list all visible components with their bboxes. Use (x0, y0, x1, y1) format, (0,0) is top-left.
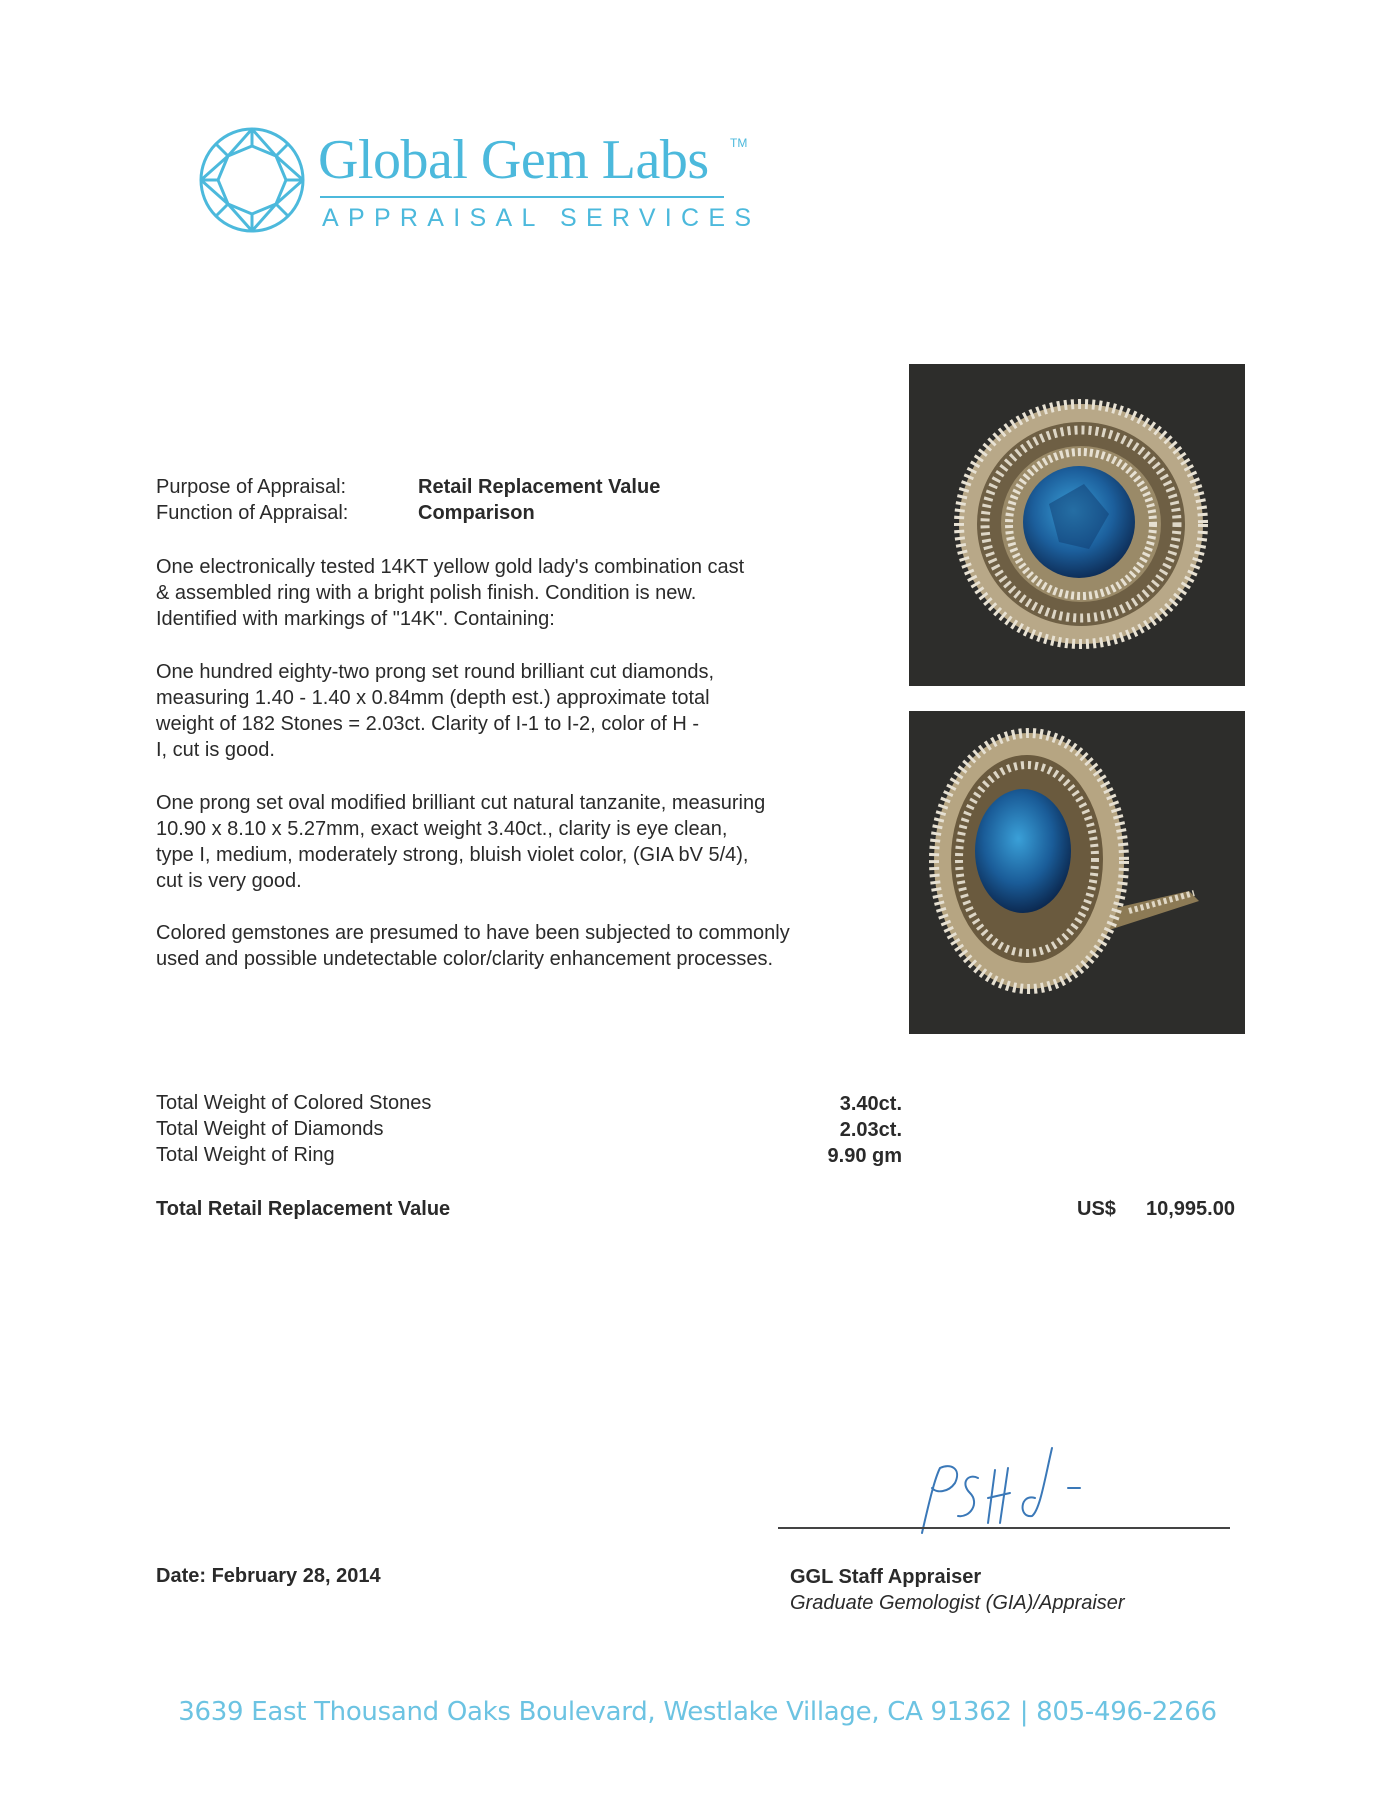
ring-angle-image (909, 711, 1245, 1034)
enhancement-disclaimer (156, 920, 896, 972)
purpose-value: Retail Replacement Value (418, 476, 661, 498)
weight-diamonds-value: 2.03ct. (839, 1119, 902, 1141)
text-line: One hundred eighty-two prong set round brilliant cut diamonds, (156, 661, 715, 683)
tanzanite-description (156, 790, 896, 894)
appraiser-title: GGL Staff Appraiser (790, 1566, 982, 1588)
ring-top-image (909, 364, 1245, 686)
weight-ring-label: Total Weight of Ring (156, 1144, 335, 1166)
text-line: One prong set oval modified brilliant cut natural tanzanite, measuring (156, 792, 766, 814)
ring-photo-angle (909, 711, 1245, 1034)
signature-line (778, 1527, 1230, 1529)
weight-colored-value: 3.40ct. (839, 1093, 902, 1115)
text-line: 10.90 x 8.10 x 5.27mm, exact weight 3.40ct., clarity is eye clean, (156, 818, 728, 840)
function-value: Comparison (418, 502, 535, 524)
trademark-mark: TM (730, 136, 748, 150)
text-line: cut is very good. (156, 870, 302, 892)
appraisal-date: Date: February 28, 2014 (156, 1565, 381, 1587)
text-line: Identified with markings of "14K". Containing: (156, 608, 555, 630)
ring-description (156, 554, 896, 632)
text-line: Colored gemstones are presumed to have been subjected to commonly (156, 922, 790, 944)
appraiser-credentials: Graduate Gemologist (GIA)/Appraiser (790, 1592, 1125, 1614)
text-line: weight of 182 Stones = 2.03ct. Clarity of I-1 to I-2, color of H - (156, 713, 700, 735)
weight-ring-value: 9.90 gm (827, 1145, 902, 1167)
weight-colored-label: Total Weight of Colored Stones (156, 1092, 432, 1114)
total-amount: 10,995.00 (1146, 1198, 1235, 1220)
brand-subtitle: APPRAISAL SERVICES (322, 204, 761, 232)
diamonds-description (156, 659, 896, 763)
purpose-label: Purpose of Appraisal: (156, 476, 347, 498)
text-line: used and possible undetectable color/clarity enhancement processes. (156, 948, 774, 970)
function-label: Function of Appraisal: (156, 502, 349, 524)
ring-photo-top (909, 364, 1245, 686)
total-value-label: Total Retail Replacement Value (156, 1198, 451, 1220)
weight-diamonds-label: Total Weight of Diamonds (156, 1118, 384, 1140)
text-line: I, cut is good. (156, 739, 275, 761)
brand-name: Global Gem Labs (318, 129, 709, 191)
total-currency: US$ (1077, 1198, 1116, 1220)
gem-logo-icon (198, 126, 306, 234)
text-line: type I, medium, moderately strong, bluish violet color, (GIA bV 5/4), (156, 844, 749, 866)
text-line: measuring 1.40 - 1.40 x 0.84mm (depth est.) approximate total (156, 687, 710, 709)
signature-image (900, 1438, 1100, 1538)
text-line: One electronically tested 14KT yellow gold lady's combination cast (156, 556, 745, 578)
footer-address: 3639 East Thousand Oaks Boulevard, Westlake Village, CA 91362 | 805-496-2266 (178, 1697, 1217, 1727)
text-line: & assembled ring with a bright polish finish. Condition is new. (156, 582, 697, 604)
brand-divider (320, 196, 724, 198)
